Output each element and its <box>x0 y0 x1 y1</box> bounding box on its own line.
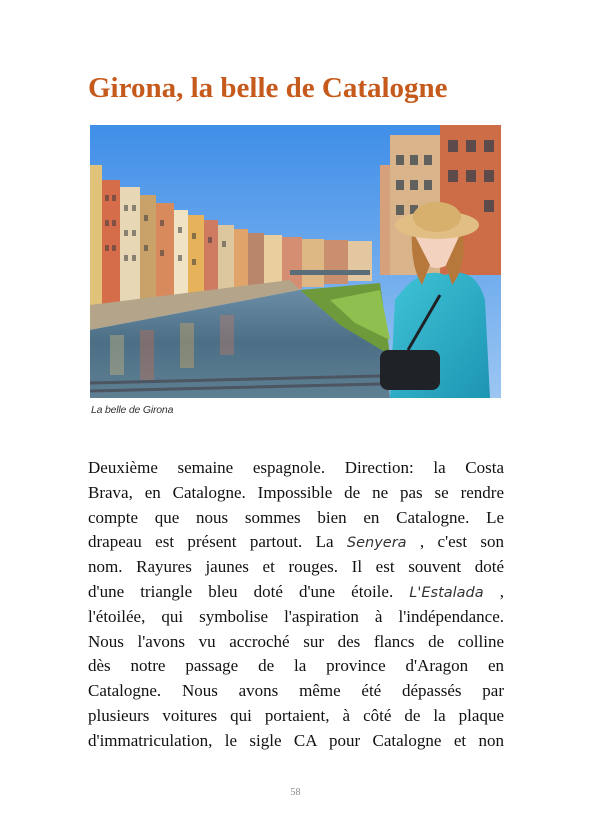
text-line <box>88 580 504 605</box>
girona-photo <box>90 125 501 398</box>
text-line <box>88 654 504 679</box>
text-run: d'une triangle bleu doté d'une étoile. <box>88 581 410 601</box>
text-run: plusieurs voitures qui portaient, à côté de la plaque <box>88 705 504 725</box>
text-run: , c'est son <box>406 532 505 552</box>
text-line <box>88 729 504 754</box>
text-run: d'immatriculation, le sigle CA pour Catalogne et non <box>88 730 504 750</box>
photo-caption: La belle de Girona <box>91 404 174 416</box>
page-number: 58 <box>290 787 301 798</box>
text-line <box>88 530 504 555</box>
text-line <box>88 605 504 630</box>
text-run: Deuxième semaine espagnole. Direction: la Costa <box>88 458 504 477</box>
text-run: drapeau est présent partout. La <box>88 532 347 552</box>
text-run: Nous l'avons vu accroché sur des flancs de colline <box>88 631 504 651</box>
text-run: nom. Rayures jaunes et rouges. Il est souvent doté <box>88 557 504 577</box>
text-run: dès notre passage de la province d'Aragon en <box>88 656 504 676</box>
italic-term: Senyera <box>346 535 407 552</box>
text-line <box>88 555 504 580</box>
text-line <box>88 679 504 704</box>
italic-term: L'Estalada <box>409 584 484 601</box>
text-run: Catalogne. Nous avons même été dépassés par <box>88 681 504 701</box>
text-run: compte que nous sommes bien en Catalogne. Le <box>88 507 504 527</box>
text-line <box>88 456 504 481</box>
text-line <box>88 630 504 655</box>
text-line <box>88 481 504 506</box>
body-paragraph <box>88 456 504 754</box>
text-line <box>88 704 504 729</box>
text-run: , <box>483 581 505 601</box>
text-run: Brava, en Catalogne. Impossible de ne pas se rendre <box>88 482 504 502</box>
page-title: Girona, la belle de Catalogne <box>88 72 448 104</box>
text-line <box>88 506 504 531</box>
text-run: l'étoilée, qui symbolise l'aspiration à l'indépendance. <box>88 606 504 626</box>
